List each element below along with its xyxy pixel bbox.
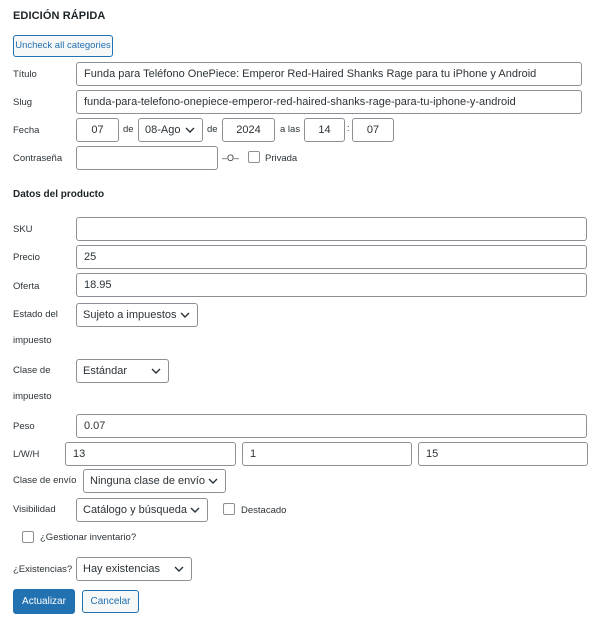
featured-label: Destacado [241,505,287,516]
chevron-down-icon [173,563,185,575]
date-month-select[interactable] [138,118,203,142]
tax-class-value: Estándar [83,365,128,377]
stock-status-select[interactable] [76,557,192,581]
chevron-down-icon [184,124,196,136]
title-input[interactable]: Funda para Teléfono OnePiece: Emperor Red-Haired Shanks Rage para tu iPhone y Android [76,62,582,86]
manage-stock-label: ¿Gestionar inventario? [40,532,137,543]
dimensions-label: L/W/H [13,449,40,460]
stock-status-label: ¿Existencias? [13,564,73,575]
tax-status-label-2: impuesto [13,335,52,346]
quick-edit-heading: EDICIÓN RÁPIDA [13,10,106,22]
date-colon-text: : [347,123,350,134]
visibility-label: Visibilidad [13,504,56,515]
height-input[interactable]: 15 [418,442,588,466]
cancel-button[interactable]: Cancelar [82,590,139,613]
slug-label: Slug [13,97,33,108]
date-hour-input[interactable]: 14 [304,118,345,142]
visibility-select[interactable] [76,498,208,522]
uncheck-all-categories-button[interactable]: Uncheck all categories [13,35,113,57]
product-data-title: Datos del producto [13,189,105,200]
weight-label: Peso [13,421,35,432]
date-month-value: 08-Ago [145,124,181,136]
sku-label: SKU [13,224,33,235]
shipping-class-label: Clase de envío [13,475,77,486]
private-label: Privada [265,153,298,164]
visibility-value: Catálogo y búsqueda [83,504,187,516]
date-day-input[interactable]: 07 [76,118,119,142]
private-checkbox[interactable] [248,151,260,163]
date-minute-input[interactable]: 07 [352,118,394,142]
width-input[interactable]: 1 [242,442,412,466]
title-label: Título [13,69,37,80]
price-label: Precio [13,252,40,263]
stock-status-value: Hay existencias [83,563,161,575]
slug-input[interactable]: funda-para-telefono-onepiece-emperor-red-haired-shanks-rage-para-tu-iphone-y-android [76,90,582,114]
update-button[interactable]: Actualizar [13,589,75,614]
date-label: Fecha [13,125,40,136]
chevron-down-icon [189,504,201,516]
tax-class-label: Clase de [13,365,51,376]
sale-price-label: Oferta [13,281,40,292]
date-year-input[interactable]: 2024 [222,118,275,142]
tax-status-select[interactable] [76,303,198,327]
date-de-text-2: de [207,124,218,135]
length-input[interactable]: 13 [65,442,236,466]
or-separator: –O– [222,153,240,163]
chevron-down-icon [150,365,162,377]
weight-input[interactable]: 0.07 [76,414,587,438]
tax-class-label-2: impuesto [13,391,52,402]
date-de-text: de [123,124,134,135]
chevron-down-icon [207,475,219,487]
featured-checkbox[interactable] [223,503,235,515]
date-at-text: a las [280,124,301,135]
tax-class-select[interactable] [76,359,169,383]
password-input[interactable] [76,146,218,170]
chevron-down-icon [179,309,191,321]
sku-input[interactable] [76,217,587,241]
tax-status-value: Sujeto a impuestos [83,309,177,321]
shipping-class-value: Ninguna clase de envío [90,475,205,487]
manage-stock-checkbox[interactable] [22,531,34,543]
sale-price-input[interactable]: 18.95 [76,273,587,297]
password-label: Contraseña [13,153,63,164]
price-input[interactable]: 25 [76,245,587,269]
shipping-class-select[interactable] [83,469,226,493]
tax-status-label: Estado del [13,309,58,320]
